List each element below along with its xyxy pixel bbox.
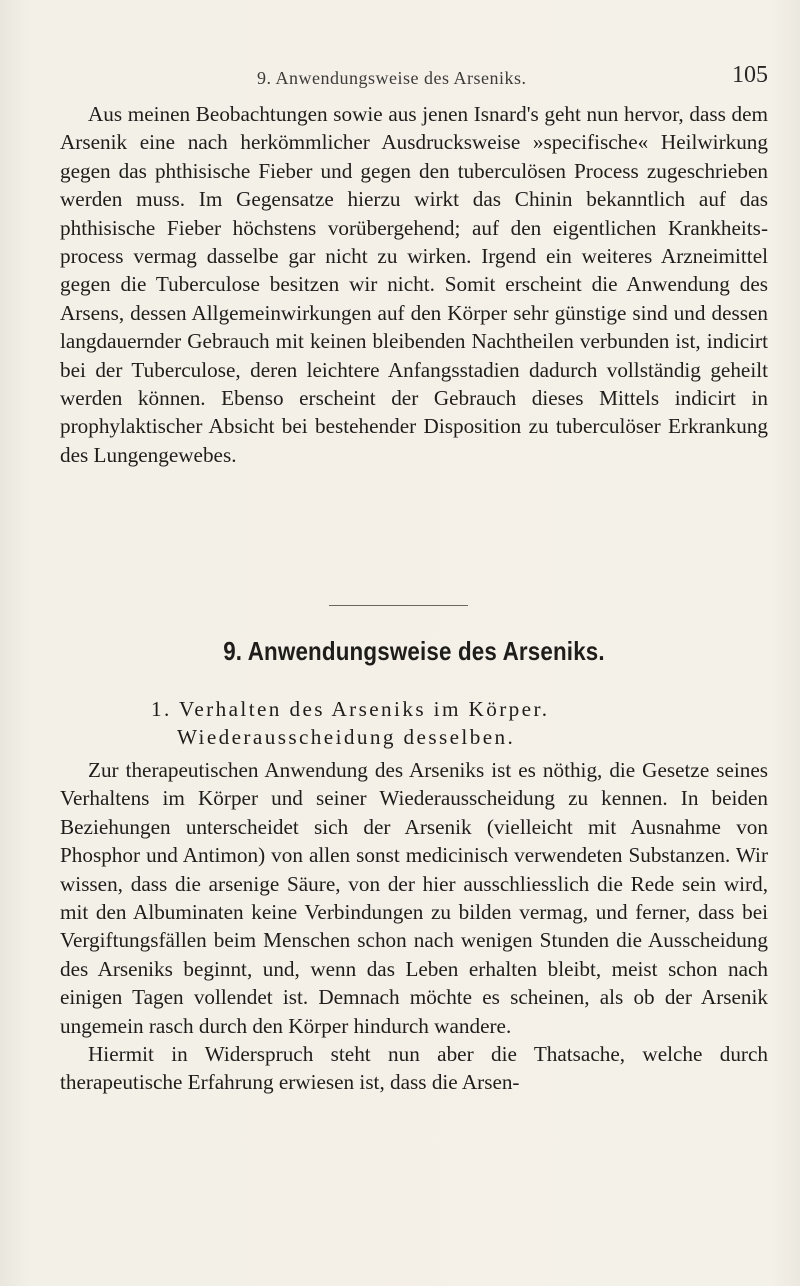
page-number: 105 xyxy=(732,62,768,88)
section-body xyxy=(60,756,768,1097)
running-head xyxy=(60,62,768,92)
subsection-heading xyxy=(60,695,768,752)
section-paragraph-1: Zur therapeutischen Anwendung des Arseniks ist es nöthig, die Gesetze seines Verhaltens im Körper und seiner Wiederausscheidung zu kennen. In beiden Beziehungen unterscheidet sich der Arsenik (vielleicht mit Ausnahme von Phosphor und Antimon) von allen sonst medicinisch verwendeten Substanzen. Wir wissen, dass die arsenige Säure, von der hier ausschliesslich die Rede sein wird, mit den Albuminaten keine Verbindungen zu bilden vermag, und ferner, dass bei Vergiftungsfällen beim Menschen schon nach wenigen Stunden die Ausscheidung des Arseniks beginnt, und, wenn das Leben erhalten bleibt, meist schon nach einigen Tagen vollendet ist. Demnach möchte es scheinen, als ob der Arsenik ungemein rasch durch den Körper hindurch wandere. xyxy=(60,758,768,1038)
intro-paragraph: Aus meinen Beobachtungen sowie aus jenen Isnard's geht nun hervor, dass dem Arsenik eine nach herkömmlicher Ausdrucksweise »specifische« Heilwirkung gegen das phthisische Fieber und gegen den tuberculösen Process zugeschrieben werden muss. Im Gegensatze hierzu wirkt das Chinin bekanntlich auf das phthisische Fieber höchstens vorübergehend; auf den eigentlichen Krankheitsprocess vermag dasselbe gar nicht zu wirken. Irgend ein weiteres Arzneimittel gegen die Tuberculose besitzen wir nicht. Somit erscheint die Anwendung des Arsens, dessen Allgemeinwirkungen auf den Körper sehr günstige sind und dessen langdauernder Gebrauch mit keinen bleibenden Nachtheilen verbunden ist, indicirt bei der Tuberculose, deren leichtere Anfangsstadien dadurch vollständig geheilt werden können. Ebenso erscheint der Gebrauch dieses Mittels indicirt in prophylaktischer Absicht bei bestehender Disposition zu tuberculöser Erkrankung des Lungengewebes. xyxy=(60,102,768,467)
section-divider xyxy=(329,605,468,606)
section-heading: 9. Anwendungsweise des Arseniks. xyxy=(223,636,605,666)
intro-paragraph-block xyxy=(60,100,768,469)
running-title: 9. Anwendungsweise des Arseniks. xyxy=(257,68,527,88)
section-paragraph-2: Hiermit in Widerspruch steht nun aber die Thatsache, welche durch therapeutische Erfahrung erwiesen ist, dass die Arsen- xyxy=(60,1042,768,1095)
subsection-heading-line-1: 1. Verhalten des Arseniks im Körper. xyxy=(151,697,550,721)
subsection-heading-line-2: Wiederausscheidung desselben. xyxy=(177,725,516,750)
